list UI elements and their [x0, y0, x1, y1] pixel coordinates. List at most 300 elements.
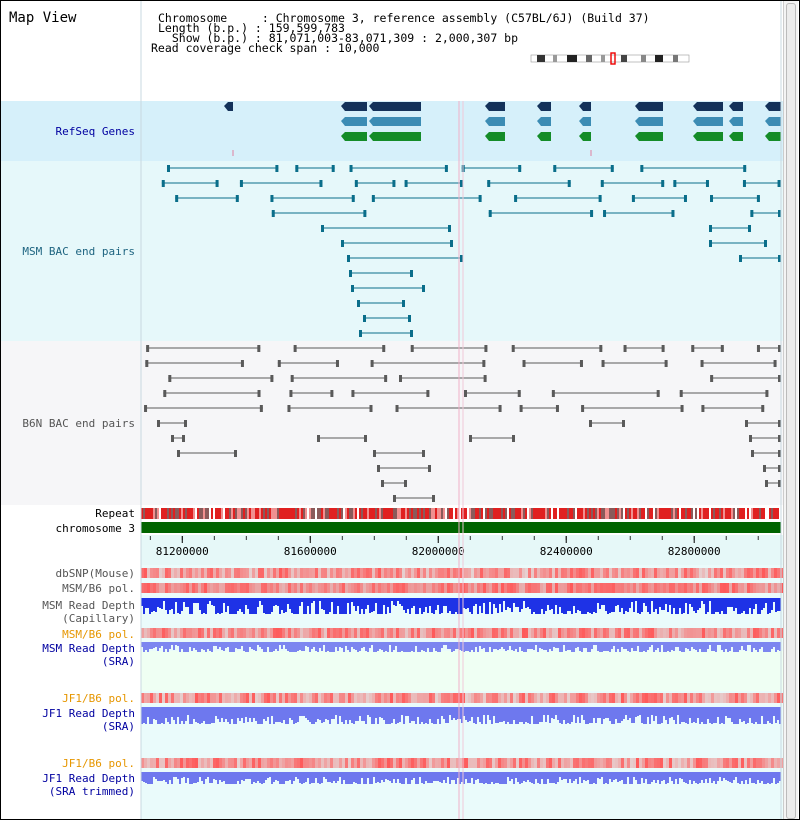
read-depth-bar: [635, 707, 637, 717]
read-depth-bar: [473, 707, 475, 723]
snp-density-cell: [222, 628, 225, 638]
snp-density-cell: [249, 758, 252, 768]
read-depth-bar: [753, 772, 755, 783]
snp-density-cell: [447, 568, 450, 578]
snp-density-cell: [492, 568, 495, 578]
snp-density-cell: [351, 758, 354, 768]
snp-density-cell: [429, 583, 432, 593]
read-depth-bar: [775, 772, 777, 784]
read-depth-bar: [305, 772, 307, 782]
read-depth-bar: [495, 772, 497, 783]
read-depth-bar: [725, 772, 727, 780]
snp-density-cell: [315, 583, 318, 593]
snp-density-cell: [624, 628, 627, 638]
snp-density-cell: [189, 568, 192, 578]
read-depth-bar: [617, 772, 619, 782]
msm-bac-pair-end: [372, 195, 375, 202]
read-depth-bar: [385, 598, 387, 614]
snp-density-cell: [195, 628, 198, 638]
ideogram-band: [553, 55, 557, 62]
gene-arrow: [224, 102, 228, 111]
snp-density-cell: [546, 693, 549, 703]
snp-density-cell: [756, 758, 759, 768]
snp-density-cell: [705, 568, 708, 578]
snp-density-cell: [249, 693, 252, 703]
read-depth-bar: [381, 642, 383, 650]
snp-density-cell: [723, 628, 726, 638]
snp-density-cell: [537, 583, 540, 593]
snp-density-cell: [678, 693, 681, 703]
read-depth-bar: [275, 642, 277, 649]
snp-density-cell: [519, 583, 522, 593]
repeat-block: [735, 508, 737, 519]
read-depth-bar: [471, 598, 473, 614]
snp-density-cell: [612, 758, 615, 768]
snp-density-cell: [558, 568, 561, 578]
read-depth-bar: [577, 642, 579, 647]
read-depth-bar: [155, 772, 157, 779]
snp-density-cell: [744, 693, 747, 703]
snp-density-cell: [450, 758, 453, 768]
snp-density-cell: [243, 568, 246, 578]
snp-density-cell: [417, 568, 420, 578]
read-depth-bar: [451, 707, 453, 720]
snp-density-cell: [513, 758, 516, 768]
read-depth-bar: [211, 707, 213, 723]
read-depth-bar: [625, 642, 627, 649]
snp-density-cell: [777, 628, 780, 638]
read-depth-bar: [295, 642, 297, 652]
read-depth-bar: [595, 707, 597, 723]
read-depth-bar: [399, 598, 401, 604]
b6n-bac-pair-end: [761, 405, 764, 412]
snp-density-cell: [621, 758, 624, 768]
snp-density-cell: [180, 693, 183, 703]
snp-density-cell: [753, 693, 756, 703]
snp-density-cell: [228, 628, 231, 638]
repeat-block: [705, 508, 707, 519]
snp-density-cell: [771, 758, 774, 768]
read-depth-bar: [179, 598, 181, 614]
snp-density-cell: [723, 693, 726, 703]
repeat-block: [377, 508, 379, 519]
read-depth-bar: [571, 642, 573, 652]
chromosome-ideogram[interactable]: [531, 53, 689, 64]
read-depth-bar: [743, 772, 745, 784]
snp-density-cell: [222, 583, 225, 593]
repeat-block: [381, 508, 383, 519]
repeat-block: [189, 508, 191, 519]
snp-density-cell: [603, 568, 606, 578]
snp-density-cell: [489, 758, 492, 768]
read-depth-bar: [749, 707, 751, 718]
b6n-bac-pair-end: [426, 390, 429, 397]
repeat-block: [419, 508, 421, 519]
snp-density-cell: [390, 693, 393, 703]
snp-density-cell: [162, 758, 165, 768]
msm-bac-pair-end: [402, 300, 405, 307]
read-depth-bar: [725, 642, 727, 649]
repeat-block: [143, 508, 145, 519]
repeat-block: [667, 508, 669, 519]
snp-density-cell: [279, 693, 282, 703]
read-depth-bar: [619, 707, 621, 723]
snp-density-cell: [144, 583, 147, 593]
snp-density-cell: [735, 568, 738, 578]
snp-density-cell: [714, 568, 717, 578]
read-depth-bar: [707, 707, 709, 719]
repeat-block: [761, 508, 763, 519]
snp-density-cell: [555, 758, 558, 768]
repeat-block: [757, 508, 759, 519]
read-depth-bar: [767, 707, 769, 721]
snp-density-cell: [375, 693, 378, 703]
read-depth-bar: [687, 598, 689, 614]
b6n-bac-pair-end: [484, 375, 487, 382]
snp-density-cell: [450, 628, 453, 638]
read-depth-bar: [407, 642, 409, 652]
read-depth-bar: [199, 642, 201, 652]
read-depth-bar: [419, 642, 421, 652]
repeat-track: [141, 508, 781, 519]
snp-density-cell: [765, 758, 768, 768]
read-depth-bar: [171, 598, 173, 609]
read-depth-bar: [341, 642, 343, 648]
repeat-block: [483, 508, 485, 519]
read-depth-bar: [577, 598, 579, 610]
snp-density-cell: [642, 628, 645, 638]
snp-density-cell: [207, 583, 210, 593]
snp-density-cell: [543, 628, 546, 638]
read-depth-bar: [453, 772, 455, 780]
snp-density-cell: [537, 568, 540, 578]
read-depth-bar: [671, 707, 673, 717]
repeat-block: [677, 508, 679, 519]
read-depth-bar: [271, 772, 273, 784]
read-depth-bar: [525, 772, 527, 782]
read-depth-bar: [183, 772, 185, 777]
repeat-block: [695, 508, 697, 519]
read-depth-bar: [615, 772, 617, 779]
read-depth-bar: [547, 598, 549, 605]
refseq-genes-track[interactable]: [224, 102, 781, 156]
snp-density-cell: [402, 758, 405, 768]
msm-depth-capillary-label: MSM Read Depth: [42, 599, 135, 612]
snp-density-cell: [663, 628, 666, 638]
read-depth-bar: [513, 707, 515, 720]
read-depth-bar: [183, 598, 185, 602]
repeat-block: [393, 508, 395, 519]
read-depth-bar: [603, 642, 605, 651]
snp-density-cell: [429, 628, 432, 638]
snp-density-cell: [669, 568, 672, 578]
read-depth-bar: [559, 707, 561, 723]
read-depth-bar: [305, 598, 307, 614]
msm-bac-pair-end: [270, 195, 273, 202]
read-depth-bar: [587, 772, 589, 780]
read-depth-bar: [323, 598, 325, 610]
read-depth-bar: [659, 772, 661, 784]
msm-bac-pair-end: [568, 180, 571, 187]
snp-density-cell: [480, 628, 483, 638]
read-depth-bar: [543, 642, 545, 650]
snp-density-cell: [576, 758, 579, 768]
snp-density-cell: [507, 568, 510, 578]
position-ruler: [150, 536, 758, 558]
repeat-block: [747, 508, 749, 519]
read-depth-bar: [543, 598, 545, 614]
snp-density-cell: [627, 628, 630, 638]
gene-block: [639, 117, 663, 126]
snp-density-cell: [738, 693, 741, 703]
snp-density-cell: [513, 568, 516, 578]
repeat-block: [599, 508, 601, 519]
repeat-block: [357, 508, 359, 519]
gene-arrow: [693, 132, 697, 141]
read-depth-bar: [493, 772, 495, 784]
snp-density-cell: [645, 583, 648, 593]
read-depth-bar: [605, 598, 607, 611]
read-depth-bar: [695, 642, 697, 650]
gene-block: [373, 117, 421, 126]
snp-density-cell: [618, 693, 621, 703]
snp-density-cell: [531, 628, 534, 638]
read-depth-bar: [591, 598, 593, 614]
snp-density-cell: [654, 693, 657, 703]
read-depth-bar: [593, 772, 595, 783]
snp-density-cell: [546, 583, 549, 593]
read-depth-bar: [769, 772, 771, 784]
snp-density-cell: [735, 693, 738, 703]
read-depth-bar: [347, 642, 349, 650]
repeat-block: [313, 508, 315, 519]
read-depth-bar: [247, 642, 249, 652]
read-depth-bar: [359, 598, 361, 614]
snp-density-cell: [471, 693, 474, 703]
b6n-bac-pair-end: [377, 465, 380, 472]
snp-density-cell: [492, 693, 495, 703]
b6n-bac-pair-end: [257, 345, 260, 352]
snp-density-cell: [621, 693, 624, 703]
snp-density-cell: [411, 583, 414, 593]
read-depth-bar: [223, 707, 225, 722]
snp-density-cell: [648, 628, 651, 638]
genome-tracks[interactable]: [1, 1, 783, 819]
read-depth-bar: [645, 642, 647, 652]
chromosome-info: Chromosome : Chromosome 3, reference assembly (C57BL/6J) (Build 37): [158, 11, 650, 25]
read-depth-bar: [661, 642, 663, 645]
snp-density-cell: [228, 693, 231, 703]
scrollbar-thumb[interactable]: [786, 3, 796, 819]
read-depth-bar: [595, 598, 597, 613]
snp-density-cell: [303, 693, 306, 703]
snp-density-cell: [654, 628, 657, 638]
snp-density-cell: [480, 758, 483, 768]
read-depth-bar: [753, 598, 755, 609]
read-depth-bar: [751, 772, 753, 783]
read-depth-bar: [723, 642, 725, 652]
read-depth-bar: [487, 707, 489, 715]
read-depth-bar: [433, 707, 435, 724]
repeat-block: [253, 508, 255, 519]
read-depth-bar: [559, 772, 561, 777]
snp-density-cell: [192, 628, 195, 638]
snp-density-cell: [642, 583, 645, 593]
gene-block: [489, 117, 505, 126]
read-depth-bar: [739, 707, 741, 719]
snp-density-cell: [279, 568, 282, 578]
repeat-block: [277, 508, 279, 519]
read-depth-bar: [699, 642, 701, 649]
read-depth-bar: [775, 598, 777, 612]
read-depth-bar: [345, 707, 347, 720]
read-depth-bar: [365, 642, 367, 651]
snp-density-cell: [144, 693, 147, 703]
snp-density-cell: [699, 583, 702, 593]
snp-density-cell: [174, 758, 177, 768]
read-depth-bar: [671, 642, 673, 650]
read-depth-bar: [443, 772, 445, 780]
read-depth-bar: [325, 642, 327, 652]
read-depth-bar: [549, 772, 551, 783]
read-depth-bar: [351, 598, 353, 602]
read-depth-bar: [279, 598, 281, 614]
chromosome-bar[interactable]: [141, 522, 781, 533]
read-depth-bar: [631, 772, 633, 784]
read-depth-bar: [353, 772, 355, 782]
snp-density-cell: [465, 628, 468, 638]
read-depth-bar: [361, 642, 363, 648]
read-depth-bar: [283, 772, 285, 784]
read-depth-bar: [691, 772, 693, 784]
snp-density-cell: [231, 568, 234, 578]
snp-density-cell: [750, 693, 753, 703]
snp-density-cell: [249, 568, 252, 578]
snp-density-cell: [432, 583, 435, 593]
read-depth-bar: [201, 772, 203, 781]
snp-density-cell: [273, 693, 276, 703]
read-depth-bar: [465, 642, 467, 651]
b6n-bac-pair-end: [177, 450, 180, 457]
read-depth-bar: [397, 642, 399, 652]
read-depth-bar: [589, 598, 591, 613]
snp-density-cell: [177, 693, 180, 703]
snp-density-cell: [585, 568, 588, 578]
snp-density-cell: [762, 568, 765, 578]
snp-density-cell: [348, 693, 351, 703]
b6n-bac-pair-end: [624, 345, 627, 352]
snp-density-cell: [657, 583, 660, 593]
snp-density-cell: [321, 628, 324, 638]
read-depth-bar: [423, 707, 425, 724]
snp-density-cell: [261, 568, 264, 578]
read-depth-bar: [143, 772, 145, 782]
read-depth-bar: [445, 642, 447, 645]
read-depth-bar: [651, 707, 653, 715]
msm-bac-pair-end: [479, 195, 482, 202]
read-depth-bar: [683, 772, 685, 782]
snp-density-cell: [237, 693, 240, 703]
read-depth-bar: [637, 707, 639, 716]
snp-density-cell: [768, 628, 771, 638]
read-depth-bar: [413, 598, 415, 606]
read-depth-bar: [731, 642, 733, 647]
snp-density-cell: [279, 628, 282, 638]
snp-density-cell: [444, 693, 447, 703]
read-depth-bar: [309, 598, 311, 614]
snp-density-cell: [561, 758, 564, 768]
repeat-block: [715, 508, 717, 519]
snp-density-cell: [342, 758, 345, 768]
read-depth-bar: [417, 642, 419, 652]
read-depth-bar: [415, 598, 417, 614]
read-depth-bar: [751, 642, 753, 652]
read-depth-bar: [759, 772, 761, 783]
snp-density-cell: [504, 628, 507, 638]
read-depth-bar: [707, 598, 709, 612]
read-depth-bar: [399, 772, 401, 783]
read-depth-bar: [443, 707, 445, 719]
read-depth-bar: [697, 598, 699, 610]
snp-density-cell: [477, 628, 480, 638]
snp-density-cell: [192, 568, 195, 578]
snp-density-cell: [219, 568, 222, 578]
read-depth-bar: [533, 598, 535, 612]
b6n-bac-pair-end: [258, 390, 261, 397]
snp-density-cell: [765, 628, 768, 638]
snp-density-cell: [312, 628, 315, 638]
snp-density-cell: [630, 583, 633, 593]
read-depth-bar: [271, 707, 273, 716]
read-depth-bar: [585, 707, 587, 724]
read-depth-bar: [449, 642, 451, 649]
repeat-block: [407, 508, 409, 519]
snp-density-cell: [621, 628, 624, 638]
read-depth-bar: [675, 642, 677, 647]
read-depth-bar: [401, 707, 403, 715]
snp-density-cell: [543, 758, 546, 768]
snp-density-cell: [681, 583, 684, 593]
b6n-bac-pair-end: [512, 345, 515, 352]
repeat-block: [731, 508, 733, 519]
read-depth-bar: [657, 598, 659, 614]
b6n-bac-pair-end: [145, 360, 148, 367]
snp-density-cell: [525, 628, 528, 638]
read-depth-bar: [265, 707, 267, 721]
snp-density-cell: [162, 693, 165, 703]
read-depth-bar: [247, 598, 249, 609]
repeat-block: [425, 508, 427, 519]
repeat-block: [487, 508, 489, 519]
repeat-block: [683, 508, 685, 519]
read-depth-bar: [389, 772, 391, 781]
read-depth-bar: [255, 598, 257, 614]
read-depth-bar: [425, 707, 427, 723]
msm-bac-track[interactable]: [162, 165, 781, 337]
read-depth-bar: [537, 642, 539, 652]
ideogram-band: [537, 55, 545, 62]
repeat-block: [493, 508, 495, 519]
read-depth-bar: [717, 642, 719, 645]
read-depth-bar: [273, 707, 275, 724]
repeat-block: [169, 508, 171, 519]
read-depth-bar: [185, 642, 187, 652]
snp-density-cell: [483, 568, 486, 578]
read-depth-bar: [169, 707, 171, 724]
snp-density-cell: [213, 628, 216, 638]
snp-density-cell: [312, 568, 315, 578]
snp-density-cell: [774, 693, 777, 703]
